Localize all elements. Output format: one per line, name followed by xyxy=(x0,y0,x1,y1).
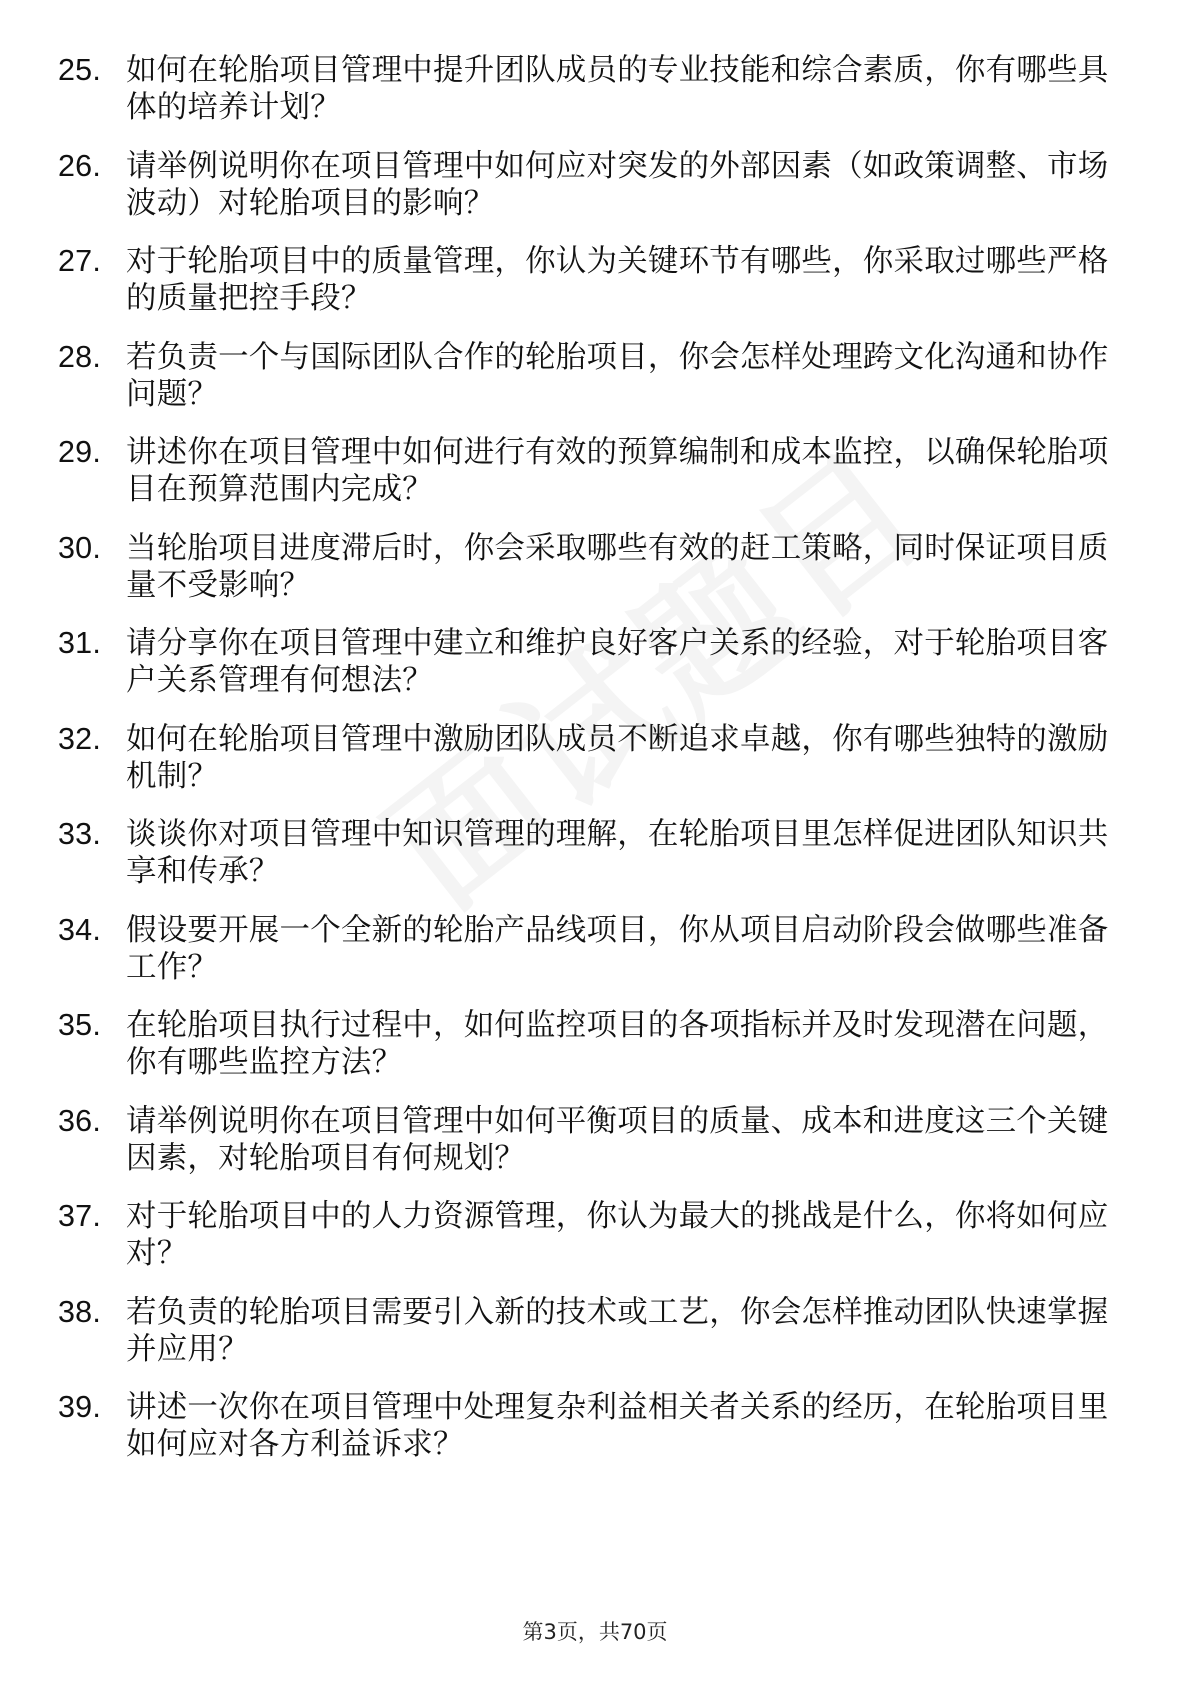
question-text: 讲述你在项目管理中如何进行有效的预算编制和成本监控，以确保轮胎项目在预算范围内完成？ xyxy=(126,435,1109,507)
question-item xyxy=(58,1198,1118,1272)
question-text: 请分享你在项目管理中建立和维护良好客户关系的经验，对于轮胎项目客户关系管理有何想法？ xyxy=(126,626,1109,698)
question-number: 28. xyxy=(58,339,101,374)
question-number: 26. xyxy=(58,148,101,183)
question-item xyxy=(58,339,1118,413)
question-number: 25. xyxy=(58,53,101,87)
question-text: 假设要开展一个全新的轮胎产品线项目，你从项目启动阶段会做哪些准备工作？ xyxy=(126,912,1109,985)
question-number: 32. xyxy=(58,721,101,756)
question-number: 31. xyxy=(58,626,101,660)
question-item xyxy=(58,625,1118,699)
question-item xyxy=(58,1007,1118,1081)
question-text: 对于轮胎项目中的质量管理，你认为关键环节有哪些，你采取过哪些严格的质量把控手段？ xyxy=(126,244,1109,316)
question-item xyxy=(58,530,1118,604)
question-text: 讲述一次你在项目管理中处理复杂利益相关者关系的经历，在轮胎项目里如何应对各方利益诉求？ xyxy=(126,1390,1109,1462)
question-text: 谈谈你对项目管理中知识管理的理解，在轮胎项目里怎样促进团队知识共享和传承？ xyxy=(126,817,1109,889)
question-number: 29. xyxy=(58,435,101,469)
question-item xyxy=(58,148,1118,222)
question-number: 36. xyxy=(58,1103,101,1138)
question-number: 35. xyxy=(58,1008,101,1042)
question-number: 30. xyxy=(58,530,101,565)
question-text: 对于轮胎项目中的人力资源管理，你认为最大的挑战是什么，你将如何应对？ xyxy=(126,1199,1109,1271)
question-item xyxy=(58,721,1118,795)
question-item xyxy=(58,1389,1118,1463)
question-number: 27. xyxy=(58,244,101,278)
question-number: 34. xyxy=(58,912,101,947)
question-item xyxy=(58,52,1118,126)
question-list xyxy=(58,52,1118,1485)
question-text: 当轮胎项目进度滞后时，你会采取哪些有效的赶工策略，同时保证项目质量不受影响？ xyxy=(126,530,1109,603)
question-number: 38. xyxy=(58,1294,101,1329)
question-number: 39. xyxy=(58,1390,101,1424)
question-text: 请举例说明你在项目管理中如何平衡项目的质量、成本和进度这三个关键因素，对轮胎项目有何规划？ xyxy=(126,1103,1109,1176)
question-item xyxy=(58,243,1118,317)
question-text: 请举例说明你在项目管理中如何应对突发的外部因素（如政策调整、市场波动）对轮胎项目的影响？ xyxy=(126,148,1109,221)
question-item xyxy=(58,1103,1118,1177)
question-text: 如何在轮胎项目管理中提升团队成员的专业技能和综合素质，你有哪些具体的培养计划？ xyxy=(126,53,1109,125)
question-number: 33. xyxy=(58,817,101,851)
page-number-label: 第3页，共70页 xyxy=(522,1620,668,1644)
question-text: 在轮胎项目执行过程中，如何监控项目的各项指标并及时发现潜在问题，你有哪些监控方法？ xyxy=(126,1008,1109,1080)
page-footer xyxy=(0,1616,1190,1646)
question-item xyxy=(58,912,1118,986)
question-item xyxy=(58,434,1118,508)
question-text: 若负责的轮胎项目需要引入新的技术或工艺，你会怎样推动团队快速掌握并应用？ xyxy=(126,1294,1109,1367)
question-text: 若负责一个与国际团队合作的轮胎项目，你会怎样处理跨文化沟通和协作问题？ xyxy=(126,339,1109,412)
question-item xyxy=(58,816,1118,890)
question-item xyxy=(58,1294,1118,1368)
question-text: 如何在轮胎项目管理中激励团队成员不断追求卓越，你有哪些独特的激励机制？ xyxy=(126,721,1109,794)
question-number: 37. xyxy=(58,1199,101,1233)
